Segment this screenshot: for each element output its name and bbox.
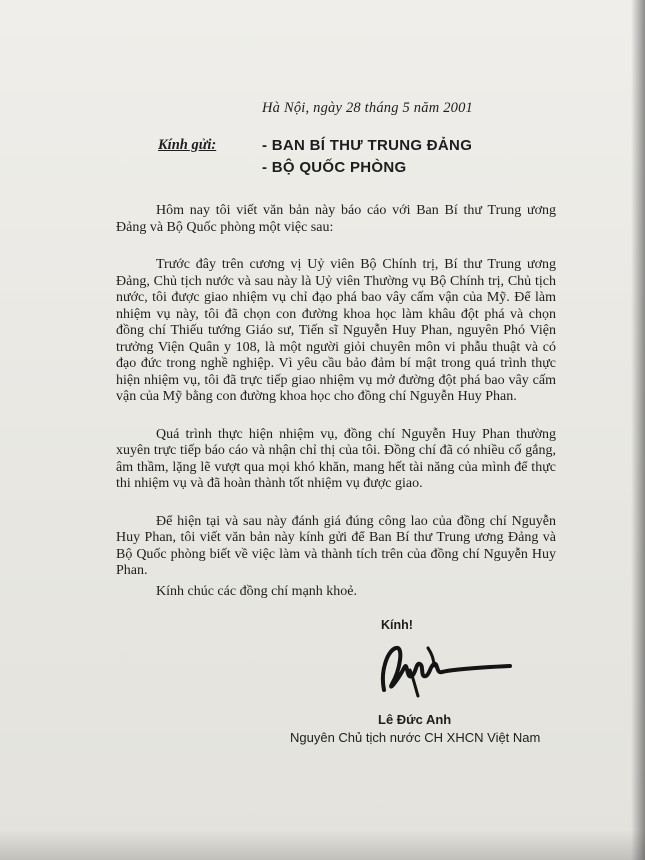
- letter-body: [116, 203, 556, 601]
- letter-date: Hà Nội, ngày 28 tháng 5 năm 2001: [262, 100, 474, 116]
- recipient-ministry-defense: - BỘ QUỐC PHÒNG: [262, 159, 407, 176]
- signer-title: Nguyên Chủ tịch nước CH XHCN Việt Nam: [290, 730, 541, 745]
- handwritten-signature: [370, 640, 520, 698]
- respectfully-label: Kính!: [381, 618, 413, 632]
- body-paragraph: Để hiện tại và sau này đánh giá đúng công lao của đồng chí Nguyễn Huy Phan, tôi viết văn bản này kính gửi để Ban Bí thư Trung ương Đảng và Bộ Quốc phòng biết về việc làm và thành tích trên của đồng chí Nguyễn Huy Phan.: [116, 513, 556, 578]
- closing-line: Kính chúc các đồng chí mạnh khoẻ.: [156, 584, 357, 599]
- recipient-secretariat: - BAN BÍ THƯ TRUNG ĐẢNG: [262, 137, 473, 154]
- salutation-label: Kính gửi:: [158, 137, 217, 153]
- body-paragraph: Trước đây trên cương vị Uỷ viên Bộ Chính trị, Bí thư Trung ương Đảng, Chủ tịch nước và sau này là Uỷ viên Thường vụ Bộ Chính trị, Chủ tịch nước, tôi được giao nhiệm vụ chỉ đạo phá bao vây cấm vận của Mỹ. Để làm nhiệm vụ này, tôi đã chọn con đường khoa học làm khâu đột phá và chọn đồng chí Thiếu tướng Giáo sư, Tiến sĩ Nguyễn Huy Phan, nguyên Phó Viện trưởng Viện Quân y 108, là một người giỏi chuyên môn vi phẫu thuật và có đạo đức trong nghề nghiệp. Vì yêu cầu bảo đảm bí mật trong quá trình thực hiện nhiệm vụ, tôi đã trực tiếp giao nhiệm vụ mở đường đột phá bao vây cấm vận của Mỹ bằng con đường khoa học cho đồng chí Nguyễn Huy Phan.: [116, 257, 556, 404]
- recipient-list: [262, 135, 472, 179]
- body-paragraph: Quá trình thực hiện nhiệm vụ, đồng chí Nguyễn Huy Phan thường xuyên trực tiếp báo cáo và nhận chỉ thị của tôi. Đồng chí đã có nhiều cố gắng, âm thầm, lặng lẽ vượt qua mọi khó khăn, mang hết tài năng của mình để thực thi nhiệm vụ và đã hoàn thành tốt nhiệm vụ được giao.: [116, 426, 556, 491]
- signer-name: Lê Đức Anh: [378, 712, 452, 727]
- body-paragraph: Hôm nay tôi viết văn bản này báo cáo với Ban Bí thư Trung ương Đảng và Bộ Quốc phòng một việc sau:: [116, 203, 556, 235]
